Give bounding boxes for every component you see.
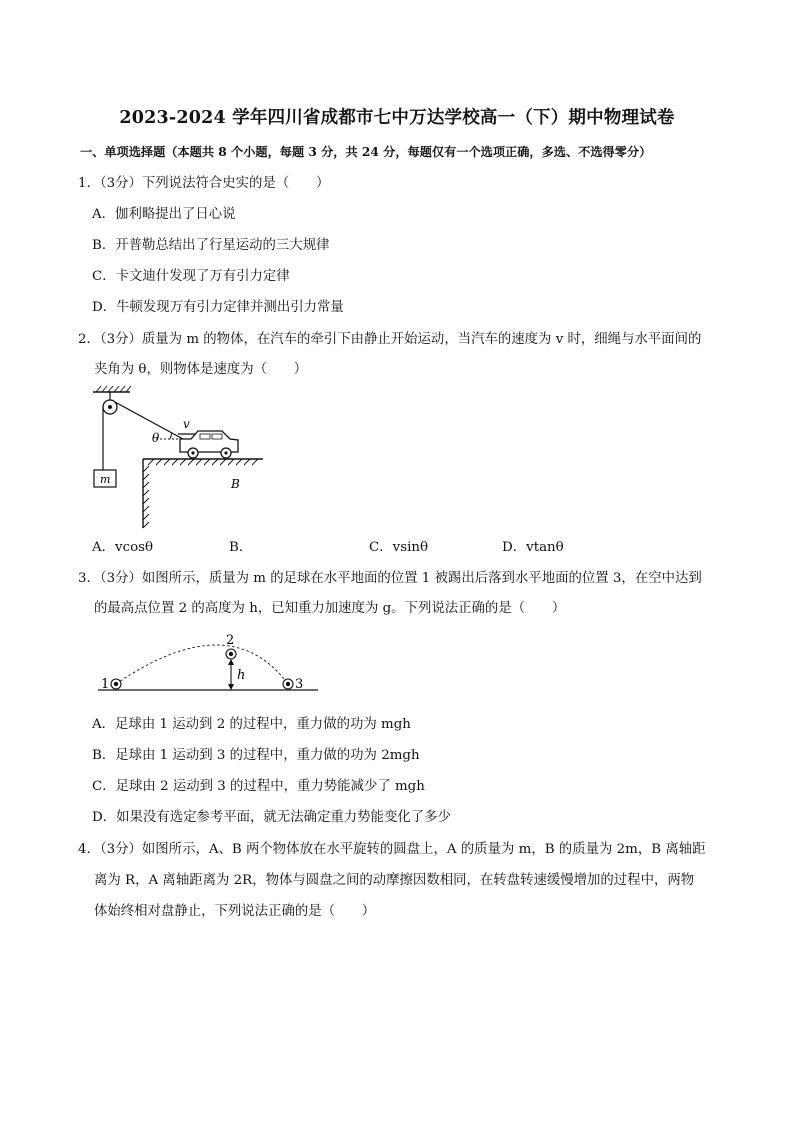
position-1-label: 1 xyxy=(101,677,110,692)
q3-option-b: B．足球由 1 运动到 3 的过程中，重力做的功为 2mgh xyxy=(92,748,420,763)
q4-stem-line3: 体始终相对盘静止，下列说法正确的是（ ） xyxy=(94,904,376,919)
q3-option-a: A．足球由 1 运动到 2 的过程中，重力做的功为 mgh xyxy=(92,717,411,732)
q2-stem-line1: 2．（3分）质量为 m 的物体，在汽车的牵引下由静止开始运动，当汽车的速度为 v 时，细绳与水平面间的 xyxy=(78,332,702,347)
q1-option-a: A．伽利略提出了日心说 xyxy=(92,207,236,222)
point-b-label: B xyxy=(231,477,240,491)
q2-option-c: C．vsinθ xyxy=(369,540,429,555)
q4-stem-line1: 4．（3分）如图所示，A、B 两个物体放在水平旋转的圆盘上，A 的质量为 m，B 的质量为 2m，B 离轴距 xyxy=(78,842,706,857)
q1-option-b: B．开普勒总结出了行星运动的三大规律 xyxy=(92,238,330,253)
mass-label: m xyxy=(100,473,111,486)
angle-label: θ xyxy=(152,431,160,445)
q1-option-c: C．卡文迪什发现了万有引力定律 xyxy=(92,269,290,284)
q2-option-b: B． xyxy=(229,540,253,555)
q4-stem-line2: 离为 R，A 离轴距离为 2R，物体与圆盘之间的动摩擦因数相同，在转盘转速缓慢增加的过程中，两物 xyxy=(94,873,695,888)
q3-stem-line1: 3．（3分）如图所示，质量为 m 的足球在水平地面的位置 1 被踢出后落到水平地面的位置 3，在空中达到 xyxy=(78,571,702,586)
q3-option-d: D．如果没有选定参考平面，就无法确定重力势能变化了多少 xyxy=(92,810,451,825)
section-heading: 一、单项选择题（本题共 8 个小题，每题 3 分，共 24 分，每题仅有一个选项正确，多选、不选得零分） xyxy=(80,145,652,159)
position-2-label: 2 xyxy=(226,633,235,648)
velocity-label: v xyxy=(183,417,190,431)
q3-option-c: C．足球由 2 运动到 3 的过程中，重力势能减少了 mgh xyxy=(92,779,425,794)
q1-stem: 1．（3分）下列说法符合史实的是（ ） xyxy=(78,176,330,191)
position-3-label: 3 xyxy=(295,677,304,692)
page-title: 2023-2024 学年四川省成都市七中万达学校高一（下）期中物理试卷 xyxy=(119,108,675,128)
q3-figure-football-trajectory xyxy=(92,630,322,702)
q2-option-d: D．vtanθ xyxy=(502,540,564,555)
q2-stem-line2: 夹角为 θ，则物体是速度为（ ） xyxy=(94,362,308,377)
q2-figure-pulley-car xyxy=(88,384,278,532)
height-label: h xyxy=(237,668,246,683)
q2-option-a: A．vcosθ xyxy=(92,540,154,555)
q3-stem-line2: 的最高点位置 2 的高度为 h，已知重力加速度为 g。下列说法正确的是（ ） xyxy=(94,601,566,616)
q1-option-d: D．牛顿发现万有引力定律并测出引力常量 xyxy=(92,300,344,315)
